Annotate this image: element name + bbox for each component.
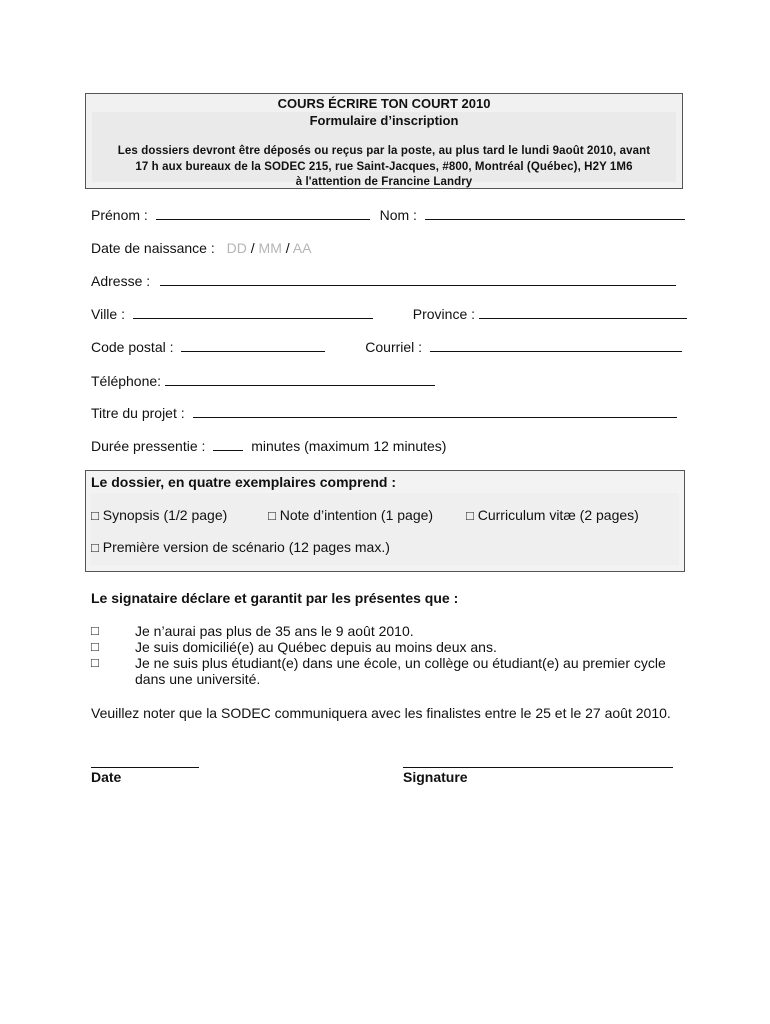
declaration-checkbox-1[interactable]: □ — [91, 623, 99, 638]
dossier-item-label: Synopsis (1/2 page) — [102, 507, 228, 523]
adresse-label: Adresse : — [91, 273, 151, 289]
dossier-heading: Le dossier, en quatre exemplaires comprend : — [91, 474, 396, 490]
province-label: Province : — [412, 306, 476, 322]
prenom-field[interactable] — [156, 207, 370, 220]
courriel-field[interactable] — [430, 339, 682, 352]
birthdate-separator: / — [285, 240, 290, 256]
province-field[interactable] — [479, 306, 687, 319]
date-label: Date — [91, 769, 122, 785]
signature-line[interactable] — [403, 767, 673, 768]
birthdate-day-field[interactable]: DD — [226, 240, 247, 256]
declaration-heading: Le signataire déclare et garantit par les présentes que : — [91, 590, 459, 606]
birthdate-year-field[interactable]: AA — [292, 240, 312, 256]
titre-projet-label: Titre du projet : — [91, 405, 185, 421]
declaration-item-student-cont: dans une université. — [135, 671, 261, 687]
signature-label: Signature — [403, 769, 468, 785]
ville-row — [91, 306, 687, 322]
ville-field[interactable] — [133, 306, 373, 319]
prenom-row — [91, 207, 685, 223]
duree-row — [91, 438, 446, 454]
prenom-label: Prénom : — [91, 207, 148, 223]
finalist-note: Veuillez noter que la SODEC communiquera avec les finalistes entre le 25 et le 27 août 2010. — [91, 705, 671, 721]
adresse-row — [91, 273, 676, 289]
code-postal-label: Code postal : — [91, 339, 174, 355]
ville-label: Ville : — [91, 306, 125, 322]
dossier-item-synopsis — [91, 507, 227, 523]
dossier-item-label: Note d’intention (1 page) — [279, 507, 434, 523]
dossier-item-label: Curriculum vitæ (2 pages) — [477, 507, 639, 523]
checkbox-icon: □ — [466, 508, 474, 523]
dossier-item-scenario — [91, 539, 390, 555]
code-postal-field[interactable] — [181, 339, 325, 352]
checkbox-icon: □ — [91, 508, 99, 523]
nom-label: Nom : — [379, 207, 417, 223]
declaration-item-residence: Je suis domicilié(e) au Québec depuis au moins deux ans. — [135, 639, 497, 655]
telephone-label: Téléphone: — [91, 373, 162, 389]
titre-projet-row — [91, 405, 677, 421]
dossier-item-cv — [466, 507, 639, 523]
birthdate-month-field[interactable]: MM — [258, 240, 282, 256]
birthdate-label: Date de naissance : — [91, 240, 215, 256]
dossier-item-note-intention — [268, 507, 433, 523]
titre-projet-field[interactable] — [193, 405, 677, 418]
declaration-item-age: Je n’aurai pas plus de 35 ans le 9 août 2010. — [135, 623, 414, 639]
deadline-notice-line-2: 17 h aux bureaux de la SODEC 215, rue Saint-Jacques, #800, Montréal (Québec), H2Y 1M6 — [135, 161, 633, 173]
declaration-checkbox-2[interactable]: □ — [91, 639, 99, 654]
birthdate-separator: / — [250, 240, 255, 256]
code-postal-row — [91, 339, 682, 355]
nom-field[interactable] — [425, 207, 685, 220]
duree-label: Durée pressentie : — [91, 438, 206, 454]
birthdate-row — [91, 240, 311, 256]
declaration-checkbox-3[interactable]: □ — [91, 655, 99, 670]
header-box — [85, 93, 683, 189]
date-signature-line[interactable] — [91, 767, 199, 768]
telephone-row — [91, 373, 435, 389]
duree-field[interactable] — [213, 438, 243, 451]
courriel-label: Courriel : — [365, 339, 423, 355]
duree-suffix: minutes (maximum 12 minutes) — [251, 438, 447, 454]
dossier-item-label: Première version de scénario (12 pages max.) — [102, 539, 390, 555]
dossier-box — [85, 470, 685, 572]
deadline-notice-line-1: Les dossiers devront être déposés ou reçus par la poste, au plus tard le lundi 9août 2010, avant — [117, 145, 651, 157]
checkbox-icon: □ — [268, 508, 276, 523]
telephone-field[interactable] — [165, 373, 435, 386]
form-title: COURS ÉCRIRE TON COURT 2010 — [277, 96, 491, 111]
deadline-notice-line-3: à l'attention de Francine Landry — [295, 176, 473, 188]
form-subtitle: Formulaire d’inscription — [309, 113, 459, 128]
declaration-item-student: Je ne suis plus étudiant(e) dans une école, un collège ou étudiant(e) au premier cycle — [135, 655, 666, 671]
checkbox-icon: □ — [91, 540, 99, 555]
adresse-field[interactable] — [160, 273, 676, 286]
